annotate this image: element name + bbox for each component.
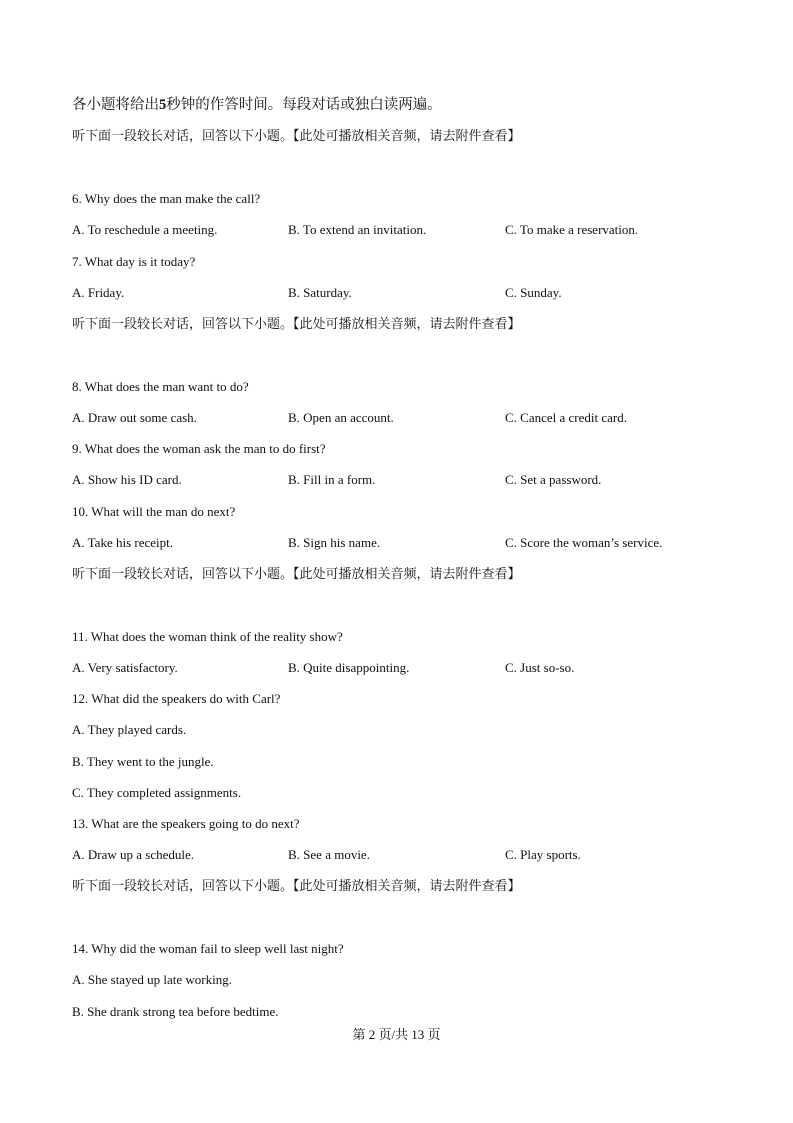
option-c: C. Play sports. <box>505 847 581 862</box>
option-c: C. To make a reservation. <box>505 222 639 237</box>
option-a: A. Very satisfactory. <box>72 660 178 675</box>
question-stem: 7. What day is it today? <box>72 254 196 269</box>
option-a: A. To reschedule a meeting. <box>72 222 218 237</box>
question-stem: 10. What will the man do next? <box>72 504 236 519</box>
option-b: B. Saturday. <box>288 285 352 300</box>
option-b: B. Open an account. <box>288 410 394 425</box>
question-stem: 9. What does the woman ask the man to do first? <box>72 441 326 456</box>
question-stem: 14. Why did the woman fail to sleep well last night? <box>72 941 344 956</box>
option-a: A. Friday. <box>72 285 125 300</box>
section-note: 听下面一段较长对话，回答以下小题。【此处可播放相关音频，请去附件查看】 <box>72 316 521 331</box>
option-b: B. She drank strong tea before bedtime. <box>72 1004 279 1019</box>
option-b: B. See a movie. <box>288 847 370 862</box>
option-c: C. Set a password. <box>505 472 602 487</box>
option-a: A. Draw up a schedule. <box>72 847 195 862</box>
option-b: B. Quite disappointing. <box>288 660 410 675</box>
question-stem: 8. What does the man want to do? <box>72 379 249 394</box>
option-b: B. They went to the jungle. <box>72 754 214 769</box>
option-c: C. Sunday. <box>505 285 562 300</box>
instruction-prefix: 各小题将给出 <box>72 97 159 113</box>
instruction-seconds: 5 <box>159 97 167 113</box>
instruction-suffix: 秒钟的作答时间。每段对话或独白读两遍。 <box>166 97 442 113</box>
option-a: A. Show his ID card. <box>72 472 182 487</box>
option-c: C. They completed assignments. <box>72 785 242 800</box>
option-c: C. Just so-so. <box>505 660 575 675</box>
option-b: B. Fill in a form. <box>288 472 376 487</box>
option-a: A. They played cards. <box>72 722 187 737</box>
option-c: C. Score the woman’s service. <box>505 535 663 550</box>
option-b: B. Sign his name. <box>288 535 381 550</box>
instruction-line <box>72 96 442 114</box>
option-a: A. Draw out some cash. <box>72 410 197 425</box>
question-stem: 11. What does the woman think of the reality show? <box>72 629 343 644</box>
option-b: B. To extend an invitation. <box>288 222 427 237</box>
section-note: 听下面一段较长对话，回答以下小题。【此处可播放相关音频，请去附件查看】 <box>72 128 521 143</box>
page-number: 第 2 页/共 13 页 <box>352 1027 441 1042</box>
section-note: 听下面一段较长对话，回答以下小题。【此处可播放相关音频，请去附件查看】 <box>72 566 521 581</box>
question-stem: 13. What are the speakers going to do next? <box>72 816 300 831</box>
option-a: A. She stayed up late working. <box>72 972 232 987</box>
section-note: 听下面一段较长对话，回答以下小题。【此处可播放相关音频，请去附件查看】 <box>72 878 521 893</box>
question-stem: 6. Why does the man make the call? <box>72 191 261 206</box>
option-a: A. Take his receipt. <box>72 535 174 550</box>
question-stem: 12. What did the speakers do with Carl? <box>72 691 281 706</box>
option-c: C. Cancel a credit card. <box>505 410 627 425</box>
